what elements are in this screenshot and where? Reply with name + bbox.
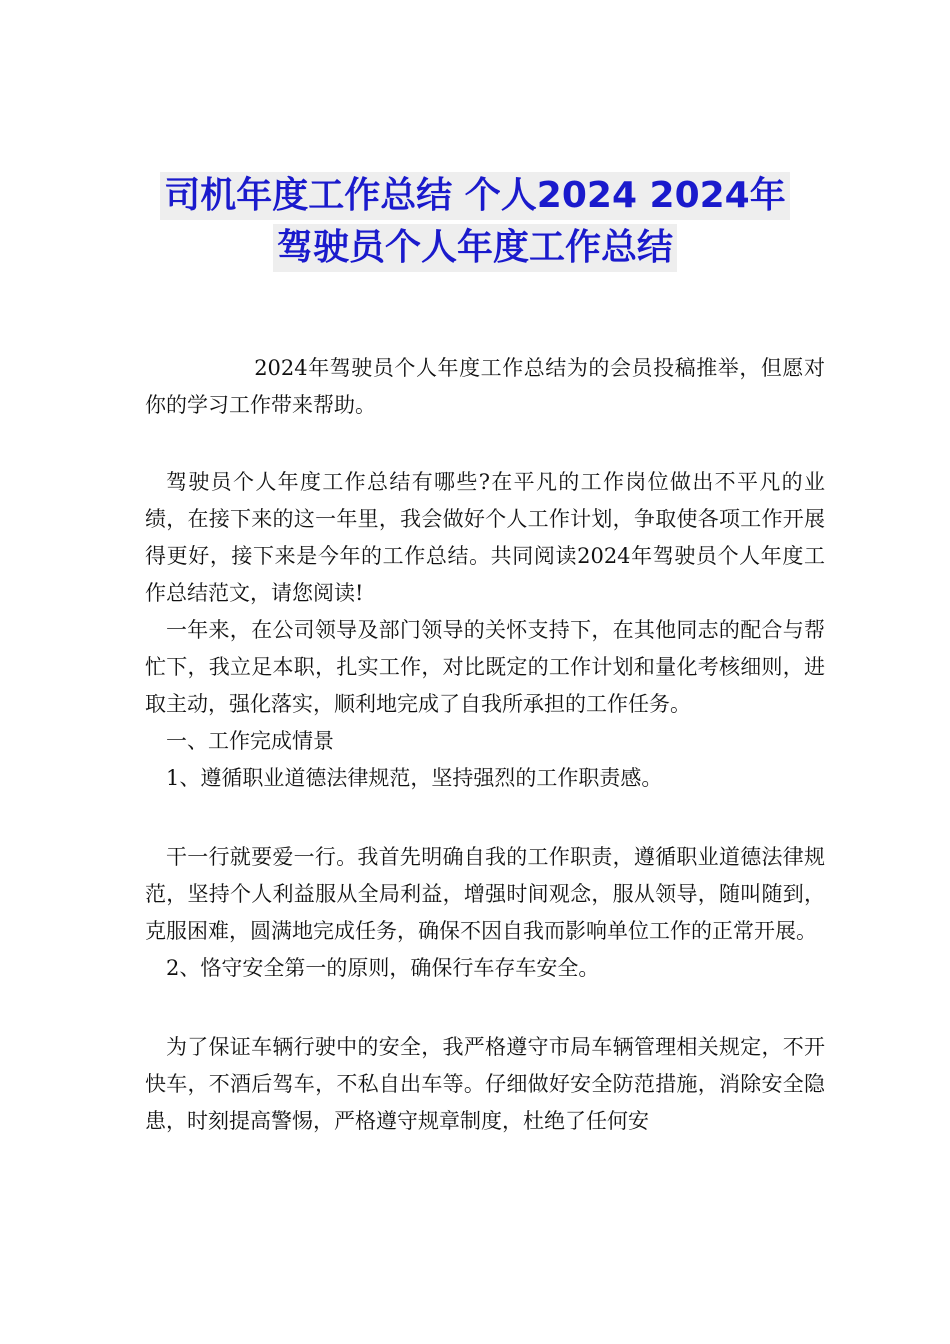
paragraph-item-1: 干一行就要爱一行。我首先明确自我的工作职责，遵循职业道德法律规范，坚持个人利益服从全局利益，增强时间观念，服从领导，随叫随到，克服困难，圆满地完成任务，确保不因自我而影响单位工作的正常开展。	[145, 845, 825, 943]
paragraph-year-summary: 一年来，在公司领导及部门领导的关怀支持下，在其他同志的配合与帮忙下，我立足本职，扎实工作，对比既定的工作计划和量化考核细则，进取主动，强化落实，顺利地完成了自我所承担的工作任务。	[145, 618, 825, 716]
document-title	[0, 172, 950, 276]
paragraph-overview: 驾驶员个人年度工作总结有哪些?在平凡的工作岗位做出不平凡的业绩，在接下来的这一年里，我会做好个人工作计划，争取使各项工作开展得更好，接下来是今年的工作总结。共同阅读2024年驾驶员个人年度工作总结范文，请您阅读!	[145, 470, 825, 605]
item-heading-1: 1、遵循职业道德法律规范，坚持强烈的工作职责感。	[166, 766, 663, 790]
title-line-2: 驾驶员个人年度工作总结	[273, 224, 677, 272]
paragraph-intro: 2024年驾驶员个人年度工作总结为的会员投稿推举，但愿对你的学习工作带来帮助。	[145, 356, 825, 417]
section-heading: 一、工作完成情景	[166, 729, 334, 753]
paragraph-item-2: 为了保证车辆行驶中的安全，我严格遵守市局车辆管理相关规定，不开快车，不酒后驾车，不私自出车等。仔细做好安全防范措施，消除安全隐患，时刻提高警惕，严格遵守规章制度，杜绝了任何安	[145, 1035, 825, 1133]
document-body	[145, 350, 825, 1140]
item-heading-2: 2、恪守安全第一的原则，确保行车存车安全。	[166, 956, 600, 980]
title-line-1: 司机年度工作总结 个人2024 2024年	[160, 172, 789, 220]
